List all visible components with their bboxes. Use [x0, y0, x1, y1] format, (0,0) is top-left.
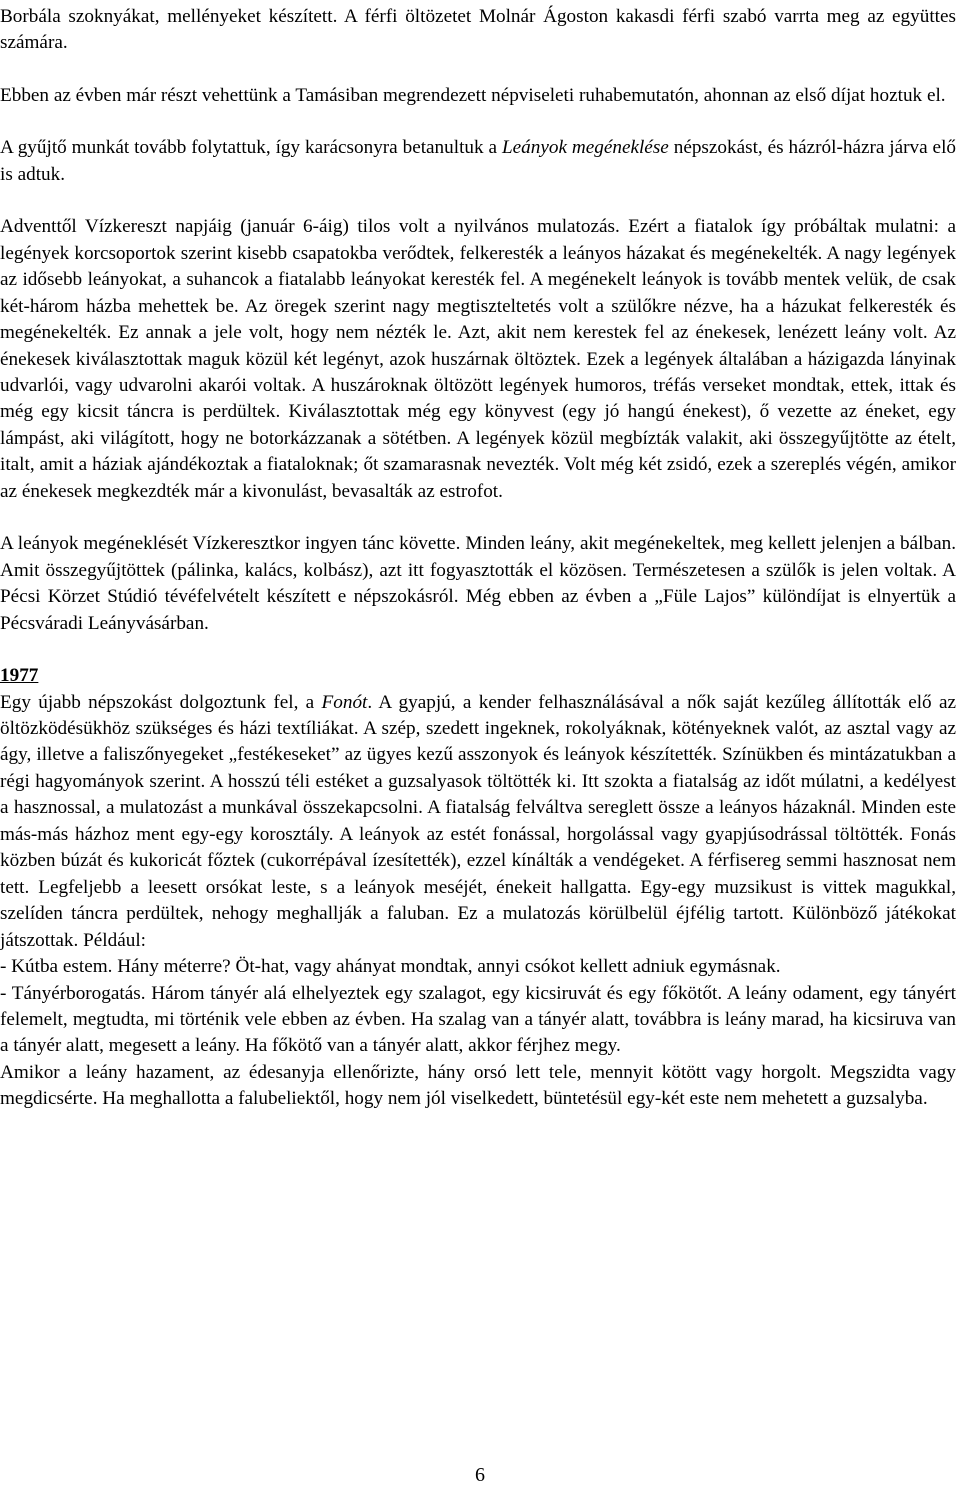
list-item-game-well: - Kútba estem. Hány méterre? Öt-hat, vagy ahányat mondtak, annyi csókot kellett adniuk egymásnak. — [0, 956, 781, 978]
section-year-heading: 1977 — [0, 665, 39, 687]
document-page — [0, 4, 956, 1113]
paragraph-costumes: Borbála szoknyákat, mellényeket készített. A férfi öltözetet Molnár Ágoston kakasdi férfi szabó varrta meg az együttes számára. — [0, 6, 956, 54]
paragraph-text: A gyűjtő munkát tovább folytattuk, így karácsonyra betanultuk a — [0, 137, 502, 159]
paragraph-tamasi-show: Ebben az évben már részt vehettünk a Tamásiban megrendezett népviseleti ruhabemutatón, ahonnan az első díjat hoztuk el. — [0, 84, 946, 106]
list-item-game-plates: - Tányérborogatás. Három tányér alá elhelyeztek egy szalagot, egy kicsiruvát és egy főkötőt. A leány odament, egy tányért felemelt, megtudta, mi történik vele ebben az évben. Ha szalag van a tányér alatt, továbbra is leány marad, ha kicsiruva van a tányér alatt, megesett a leány. Ha főkötő van a tányér alatt, akkor férjhez megy. — [0, 982, 956, 1057]
paragraph-text: . A gyapjú, a kender felhasználásával a nők saját kezűleg állították elő az öltözködésükhöz szükséges és házi textíliákat. A szép, szedett ingeknek, rokolyáknak, kötényeknek valót, az asztal vagy az ágy, illetve a faliszőnyegeket „festékeseket” az ügyes kezű asszonyok és leányok készítették. Színükben és mintázatukban a régi hagyományok szerint. A hosszú téli estéket a guzsalyasok töltötték ki. Itt szokta a fiatalság az időt múlatni, a kedélyest a hasznossal, a mulatozást a munkával összekapcsolni. A fiatalság felváltva sereglett össze a leányos házaknál. Minden este más-más házhoz ment egy-egy korosztály. A leányok az estét fonással, horgolással vagy gyapjúsodrással töltötték. Fonás közben búzát és kukoricát főztek (cukorrépával ízesítették), ezzel kínálták a vendégeket. A férfisereg semmi hasznosat nem tett. Legfeljebb a leesett orsókat leste, s a leányok meséjét, énekeit hallgatta. Egy-egy muzsikust is vittek magukkal, szelíden táncra perdültek, nehogy meghallják a faluban. Ez a mulatozás körülbelül éjfélig tartott. Különböző játékokat játszottak. Például: — [0, 691, 956, 951]
paragraph-text: Egy újabb népszokást dolgoztunk fel, a — [0, 691, 322, 713]
paragraph-epiphany-dance: A leányok megéneklését Vízkeresztkor ingyen tánc követte. Minden leány, akit megénekeltek, meg kellett jelenjen a bálban. Amit összegyűjtöttek (pálinka, kalács, kolbász), azt itt fogyasztották el közösen. Természetesen a szülők is jelen voltak. A Pécsi Körzet Stúdió tévéfelvételt készített e népszokásról. Még ebben az évben a „Füle Lajos” különdíjat is elnyertük a Pécsváradi Leányvásárban. — [0, 533, 956, 634]
paragraph-collecting-work — [0, 135, 956, 188]
paragraph-spinning-custom — [0, 690, 956, 955]
custom-title: Leányok megéneklése — [501, 137, 669, 159]
paragraph-text: népszokást, és házról-házra járva elő is adtuk. — [0, 137, 956, 185]
paragraph-advent-custom: Adventtől Vízkereszt napjáig (január 6-áig) tilos volt a nyilvános mulatozás. Ezért a fiatalok így próbáltak mulatni: a legények korcsoportok szerint kisebb csapatokba verődtek, felkeresték a leányos házakat és megénekelték. A nagy legények az idősebb leányokat, a suhancok a fiatalabb leányokat keresték fel. A megénekelt leányok is tovább mentek velük, de csak két-három házba mehettek be. Az öregek szerint nagy megtiszteltetés volt a szülőkre nézve, ha a házukat felkeresték és megénekelték. Ez annak a jele volt, hogy nem nézték le. Azt, akit nem kerestek fel az énekesek, lenézett leány volt. Az énekesek kiválasztottak maguk közül két legényt, azok huszárnak öltöztek. Ezek a legények általában a házigazda lányinak udvarlói, vagy udvarolni akarói voltak. A huszároknak öltözött legények humoros, tréfás verseket mondtak, ettek, ittak és még egy kicsit táncra is perdültek. Kiválasztottak még egy könyvest (egy jó hangú énekest), ő vezette az éneket, egy lámpást, aki világított, hogy ne botorkázzanak a sötétben. A legények közül megbízták valakit, aki összegyűjtötte az ételt, italt, amit a háziak ajándékoztak a fiataloknak; őt szamarasnak nevezték. Volt még két zsidó, ezek a szereplés végén, amikor az énekesek megkezdték már a kivonulást, bevasalták az estrofot. — [0, 216, 956, 502]
custom-title: Fonót — [321, 691, 368, 713]
paragraph-mother-check: Amikor a leány hazament, az édesanyja ellenőrizte, hány orsó lett tele, mennyit kötött vagy horgolt. Megszidta vagy megdicsérte. Ha meghallotta a falubeliektől, hogy nem jól viselkedett, büntetésül egy-két este nem mehetett a guzsalyba. — [0, 1061, 956, 1110]
page-number: 6 — [475, 1464, 485, 1486]
